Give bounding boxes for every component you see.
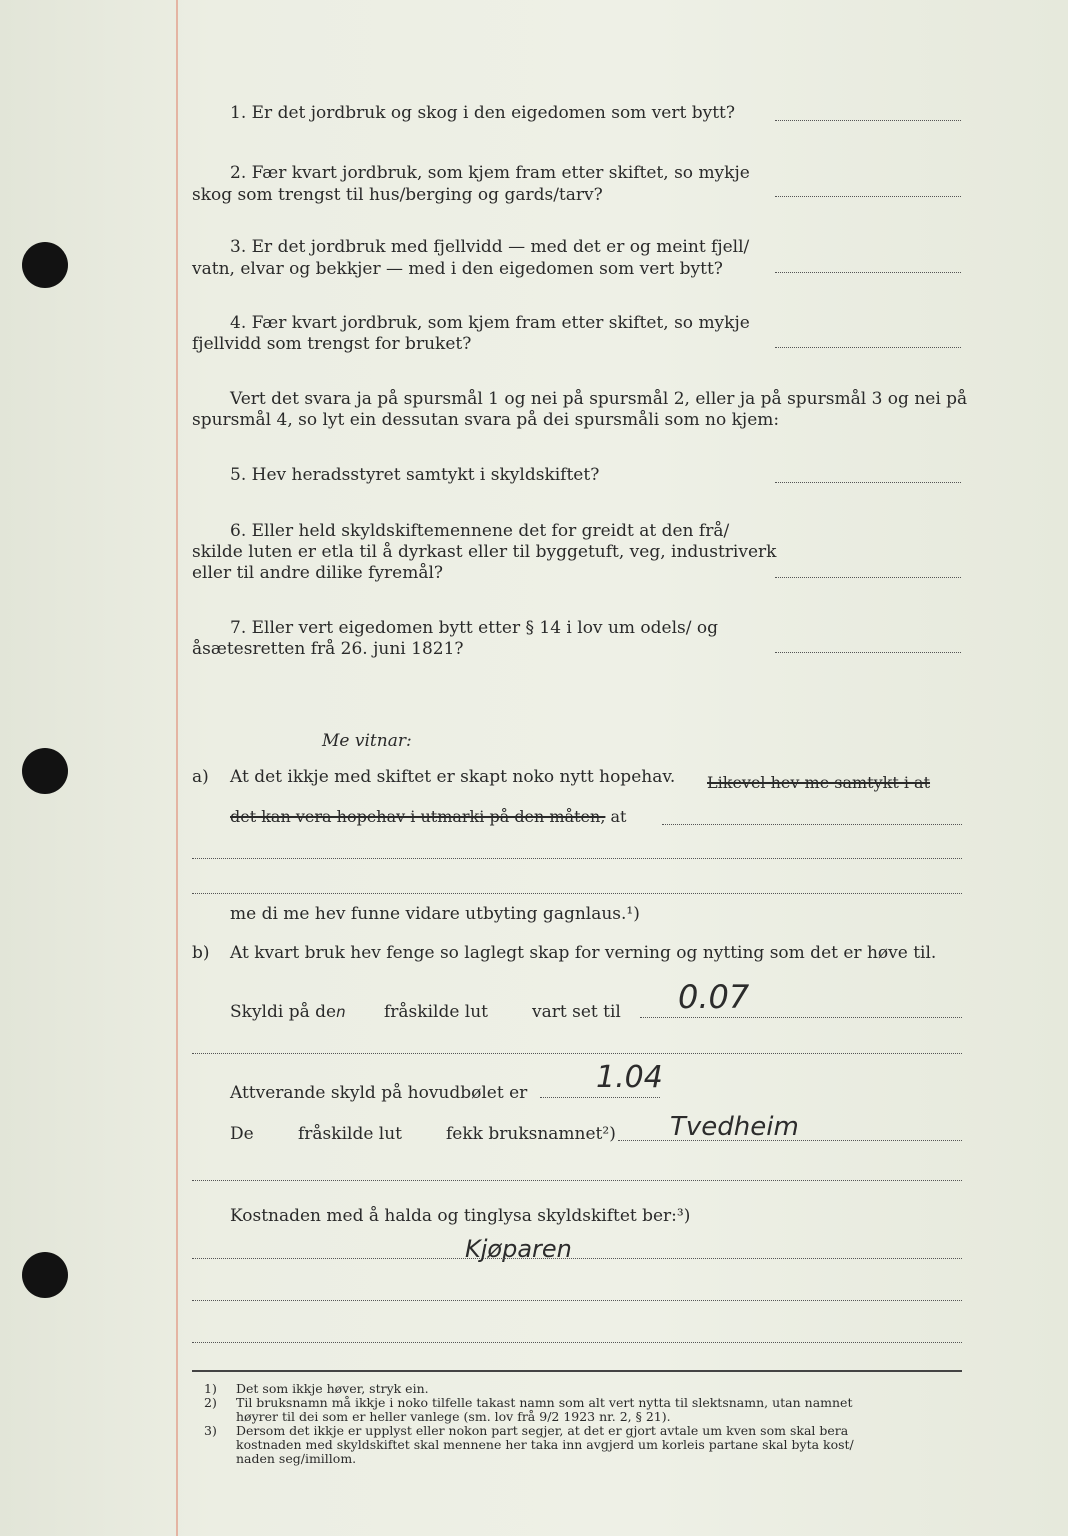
question-5: 5. Hev heradsstyret samtykt i skyldskiftet?	[230, 465, 600, 485]
footnote-2-text-line2: høyrer til dei som er heller vanlege (sm. lov frå 9/2 1923 nr. 2, § 21).	[236, 1409, 671, 1424]
answer-line-6[interactable]	[775, 577, 961, 578]
answer-line-1[interactable]	[775, 120, 961, 121]
instruction-line1: Vert det svara ja på spursmål 1 og nei på spursmål 2, eller ja på spursmål 3 og nei på	[230, 389, 968, 409]
question-4-line1: 4. Fær kvart jordbruk, som kjem fram etter skiftet, so mykje	[230, 313, 750, 333]
bruksnamn-value: Tvedheim	[670, 1112, 799, 1142]
skyld-value: 0.07	[678, 978, 750, 1016]
skyld-answer-line[interactable]	[640, 1017, 962, 1018]
witness-heading: Me vitnar:	[322, 731, 412, 751]
footnote-3-text-line1: Dersom det ikkje er upplyst eller nokon part segjer, at det er gjort avtale um kven som skal bera	[236, 1423, 849, 1438]
answer-line-3[interactable]	[775, 272, 961, 273]
item-a-text: At det ikkje med skiftet er skapt noko nytt hopehav.	[230, 767, 676, 787]
question-6-line1: 6. Eller held skyldskiftemennene det for greidt at den frå∕	[230, 521, 730, 541]
footnote-3-mark: 3)	[204, 1423, 217, 1438]
footnote-1-mark: 1)	[204, 1381, 217, 1396]
question-3-line2: vatn, elvar og bekkjer — med i den eigedomen som vert bytt?	[192, 259, 723, 279]
bruksnamn-label: fekk bruksnamnet²)	[446, 1124, 616, 1144]
question-4-line2: fjellvidd som trengst for bruket?	[192, 334, 472, 354]
item-a-answer-line[interactable]	[662, 824, 962, 825]
question-7-line2: åsætesretten frå 26. juni 1821?	[192, 639, 464, 659]
fraskilde-lut-label: fråskilde lut	[298, 1124, 403, 1144]
question-1: 1. Er det jordbruk og skog i den eigedomen som vert bytt?	[230, 103, 735, 123]
bruksnamn-blank-line[interactable]	[192, 1180, 962, 1181]
kostnad-label: Kostnaden med å halda og tinglysa skyldskiftet ber:³)	[230, 1206, 691, 1226]
item-a-conclusion: me di me hev funne vidare utbyting gagnlaus.¹)	[230, 904, 640, 924]
skyld-label-prefix: Skyldi på de	[230, 1002, 337, 1022]
attverande-answer-line[interactable]	[540, 1097, 660, 1098]
punch-hole-bottom	[22, 1252, 68, 1298]
item-b-text: At kvart bruk hev fenge so laglegt skap for verning og nytting som det er høve til.	[230, 943, 937, 963]
item-a-blank-line-1[interactable]	[192, 858, 962, 859]
kostnad-line-1[interactable]	[192, 1258, 962, 1259]
item-a-at: at	[610, 807, 627, 826]
footnote-1-text: Det som ikkje høver, stryk ein.	[236, 1381, 429, 1396]
bruksnamn-answer-line[interactable]	[618, 1140, 962, 1141]
punch-hole-middle	[22, 748, 68, 794]
item-a-struck-text-1: Likevel hev me samtykt i at	[707, 773, 931, 792]
answer-line-5[interactable]	[775, 482, 961, 483]
margin-line	[176, 0, 178, 1536]
question-6-line2: skilde luten er etla til å dyrkast eller til byggetuft, veg, industriverk	[192, 542, 777, 562]
punch-hole-top	[22, 242, 68, 288]
question-6-line3: eller til andre dilike fyremål?	[192, 563, 444, 583]
item-a-label: a)	[192, 767, 209, 787]
footnote-divider	[192, 1370, 962, 1372]
footnote-3-text-line2: kostnaden med skyldskiftet skal mennene her taka inn avgjerd um korleis partane skal byta kost∕	[236, 1437, 854, 1452]
question-7-line1: 7. Eller vert eigedomen bytt etter § 14 i lov um odels∕ og	[230, 618, 719, 638]
skyld-blank-line[interactable]	[192, 1053, 962, 1054]
question-2-line2: skog som trengst til hus∕berging og gards∕tarv?	[192, 185, 603, 205]
item-a-blank-line-2[interactable]	[192, 893, 962, 894]
instruction-line2: spursmål 4, so lyt ein dessutan svara på dei spursmåli som no kjem:	[192, 410, 780, 430]
item-a-struck-text-2: det kan vera hopehav i utmarki på den måten,	[230, 807, 606, 826]
kostnad-value: Kjøparen	[465, 1235, 572, 1263]
skyld-label-set: vart set til	[532, 1002, 621, 1022]
item-a-struck-line-2	[230, 805, 626, 828]
question-2-line1: 2. Fær kvart jordbruk, som kjem fram etter skiftet, so mykje	[230, 163, 750, 183]
item-b-label: b)	[192, 943, 210, 963]
question-3-line1: 3. Er det jordbruk med fjellvidd — med det er og meint fjell∕	[230, 237, 750, 257]
answer-line-2[interactable]	[775, 196, 961, 197]
de-label: De	[230, 1124, 254, 1144]
kostnad-line-3[interactable]	[192, 1342, 962, 1343]
skyld-label-lut: fråskilde lut	[384, 1002, 489, 1022]
attverande-label: Attverande skyld på hovudbølet er	[230, 1083, 528, 1103]
attverande-value: 1.04	[596, 1060, 663, 1095]
skyld-handwritten-suffix: n	[336, 1003, 346, 1021]
skyld-label	[230, 1001, 346, 1024]
footnote-2-mark: 2)	[204, 1395, 217, 1410]
footnote-2-text-line1: Til bruksnamn må ikkje i noko tilfelle takast namn som alt vert nytta til slektsnamn, utan namnet	[236, 1395, 853, 1410]
footnote-3-text-line3: naden seg∕imillom.	[236, 1451, 357, 1466]
kostnad-line-2[interactable]	[192, 1300, 962, 1301]
answer-line-4[interactable]	[775, 347, 961, 348]
answer-line-7[interactable]	[775, 652, 961, 653]
